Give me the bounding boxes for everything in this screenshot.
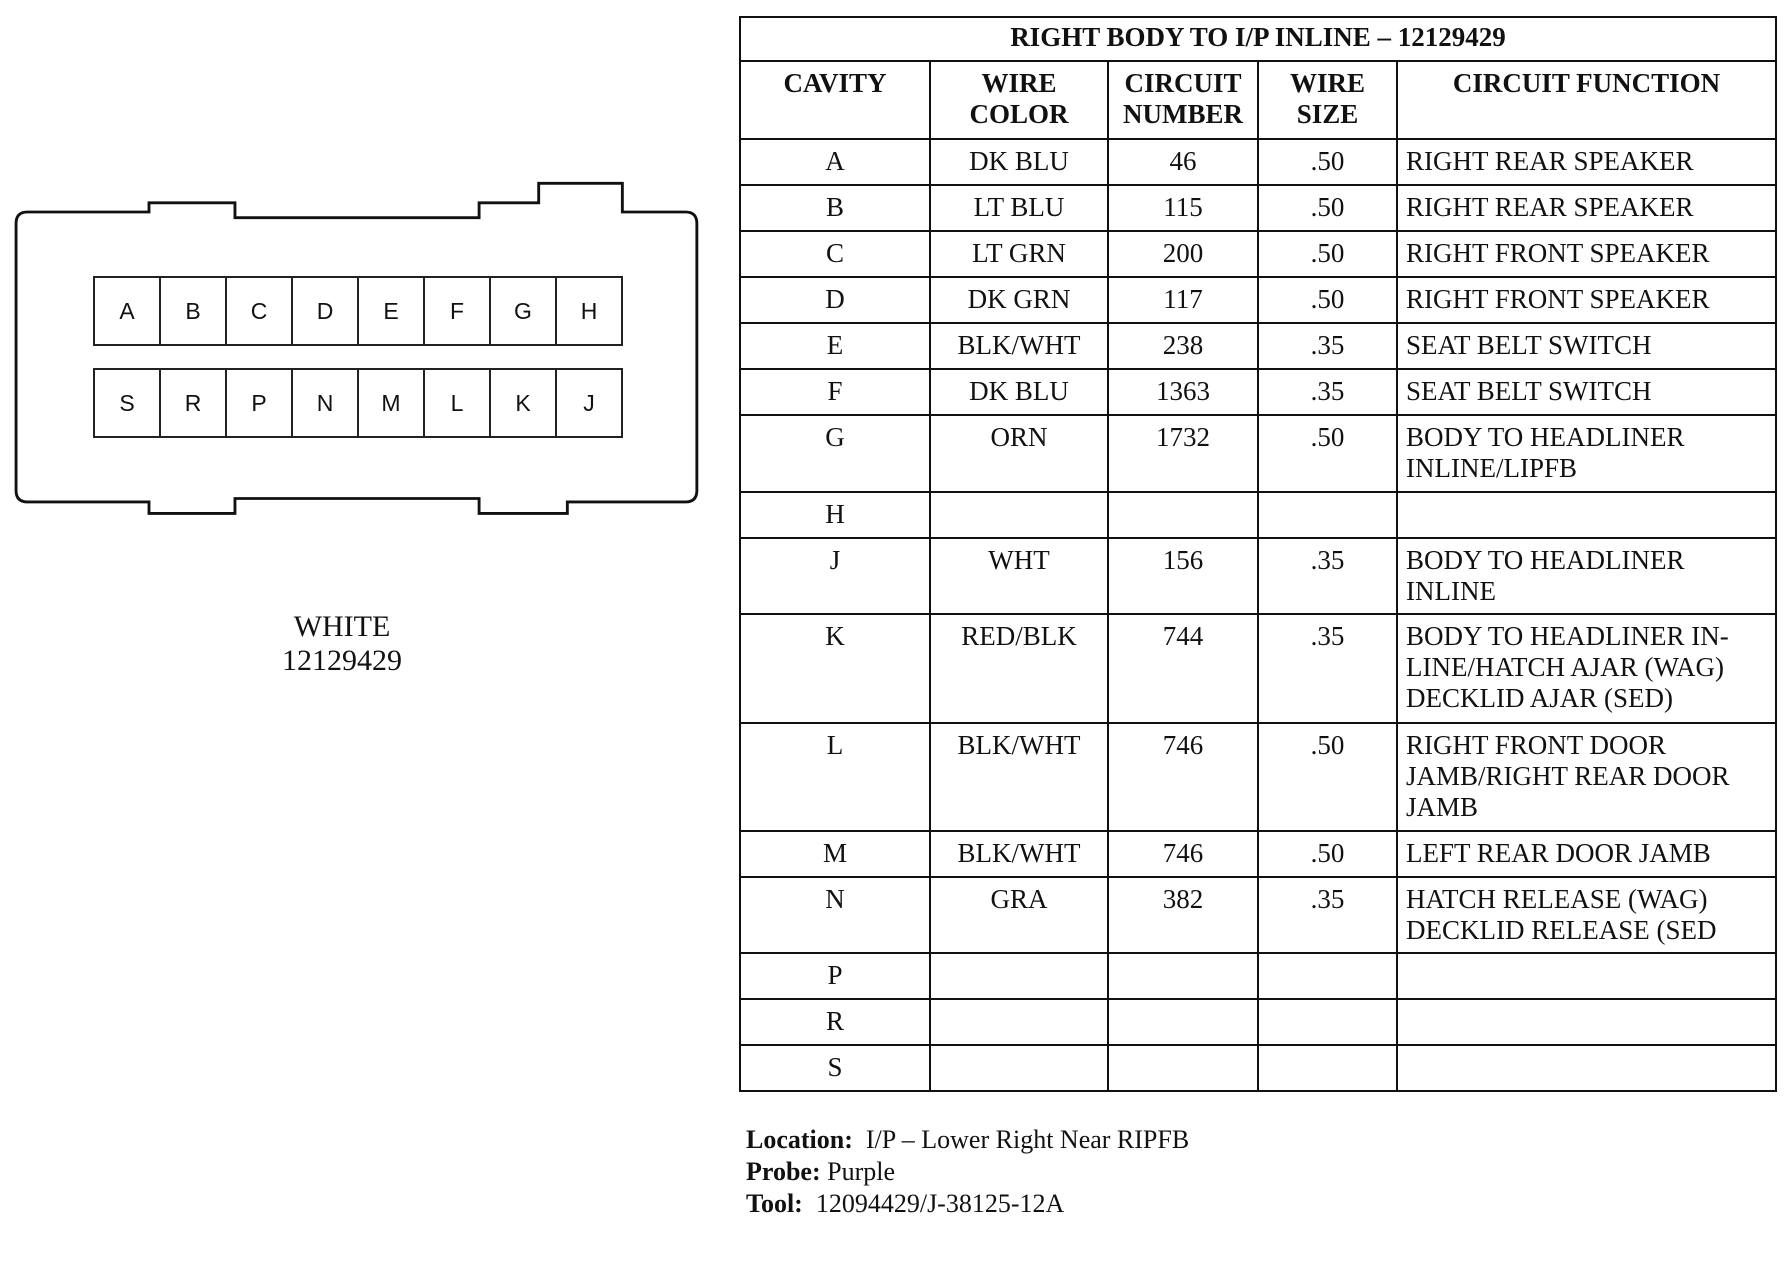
cell-wire-color: DK GRN (930, 277, 1108, 323)
cell-wire-color: RED/BLK (930, 614, 1108, 723)
cell-size: .35 (1258, 369, 1397, 415)
pin-cavity: B (161, 278, 227, 344)
cell-size: .35 (1258, 323, 1397, 369)
location-value: I/P – Lower Right Near RIPFB (865, 1125, 1190, 1154)
table-row (740, 999, 1776, 1045)
pin-cavity: P (227, 370, 293, 436)
cell-size (1258, 999, 1397, 1045)
cell-function: RIGHT REAR SPEAKER (1397, 139, 1776, 185)
cell-cavity: E (740, 323, 930, 369)
cell-function (1397, 492, 1776, 538)
cell-wire-color: BLK/WHT (930, 723, 1108, 831)
pin-cavity: F (425, 278, 491, 344)
cell-function: BODY TO HEADLINER INLINE (1397, 538, 1776, 614)
connector-part-number: 12129429 (282, 644, 402, 677)
pin-cavity: K (491, 370, 557, 436)
cell-circuit (1108, 1045, 1258, 1091)
cell-function: RIGHT FRONT SPEAKER (1397, 277, 1776, 323)
pin-cavity: M (359, 370, 425, 436)
cell-wire-color: LT GRN (930, 231, 1108, 277)
table-row (740, 139, 1776, 185)
table-row (740, 614, 1776, 723)
cell-function: SEAT BELT SWITCH (1397, 323, 1776, 369)
cell-size: .35 (1258, 877, 1397, 953)
cell-function: SEAT BELT SWITCH (1397, 369, 1776, 415)
cell-circuit (1108, 492, 1258, 538)
table-row (740, 369, 1776, 415)
cell-wire-color: BLK/WHT (930, 831, 1108, 877)
cell-circuit: 238 (1108, 323, 1258, 369)
cell-function: BODY TO HEADLINER IN-LINE/HATCH AJAR (WAG) DECKLID AJAR (SED) (1397, 614, 1776, 723)
location-label: Location: (746, 1125, 853, 1154)
pin-cavity: N (293, 370, 359, 436)
cell-size: .50 (1258, 185, 1397, 231)
cell-size (1258, 492, 1397, 538)
cell-cavity: M (740, 831, 930, 877)
pinout-table (739, 16, 1777, 1092)
cell-cavity: K (740, 614, 930, 723)
cell-cavity: P (740, 953, 930, 999)
cell-function: LEFT REAR DOOR JAMB (1397, 831, 1776, 877)
table-title: RIGHT BODY TO I/P INLINE – 12129429 (740, 17, 1776, 61)
header-wire-size: WIRE SIZE (1258, 61, 1397, 139)
header-wire-color: WIRE COLOR (930, 61, 1108, 139)
cell-size: .50 (1258, 231, 1397, 277)
table-row (740, 277, 1776, 323)
probe-line (746, 1156, 1189, 1188)
pin-cavity: J (583, 389, 595, 416)
cell-function (1397, 1045, 1776, 1091)
cell-wire-color: GRA (930, 877, 1108, 953)
cell-cavity: A (740, 139, 930, 185)
cell-size: .50 (1258, 831, 1397, 877)
cell-circuit: 382 (1108, 877, 1258, 953)
pin-cavity: R (161, 370, 227, 436)
cell-cavity: H (740, 492, 930, 538)
probe-value: Purple (827, 1157, 896, 1186)
pin-row-bottom (93, 368, 623, 438)
table-row (740, 492, 1776, 538)
cell-cavity: D (740, 277, 930, 323)
cell-circuit: 156 (1108, 538, 1258, 614)
connector-info (746, 1124, 1189, 1220)
pin-cavity: D (293, 278, 359, 344)
cell-size: .35 (1258, 538, 1397, 614)
cell-function: HATCH RELEASE (WAG) DECKLID RELEASE (SED (1397, 877, 1776, 953)
pin-row-top (93, 276, 623, 346)
cell-circuit (1108, 999, 1258, 1045)
cell-cavity: B (740, 185, 930, 231)
header-cavity: CAVITY (740, 61, 930, 139)
cell-function: RIGHT FRONT SPEAKER (1397, 231, 1776, 277)
header-circuit-function: CIRCUIT FUNCTION (1397, 61, 1776, 139)
table-row (740, 323, 1776, 369)
cell-cavity: C (740, 231, 930, 277)
cell-wire-color: DK BLU (930, 369, 1108, 415)
cell-wire-color (930, 1045, 1108, 1091)
cell-circuit: 200 (1108, 231, 1258, 277)
cell-circuit: 746 (1108, 831, 1258, 877)
cell-function: BODY TO HEADLINER INLINE/LIPFB (1397, 415, 1776, 492)
cell-function: RIGHT REAR SPEAKER (1397, 185, 1776, 231)
cell-wire-color: ORN (930, 415, 1108, 492)
pin-cavity: C (227, 278, 293, 344)
cell-wire-color (930, 953, 1108, 999)
cell-size: .50 (1258, 277, 1397, 323)
cell-circuit: 744 (1108, 614, 1258, 723)
tool-label: Tool: (746, 1189, 803, 1218)
cell-wire-color: LT BLU (930, 185, 1108, 231)
cell-circuit (1108, 953, 1258, 999)
cell-function: RIGHT FRONT DOOR JAMB/RIGHT REAR DOOR JAMB (1397, 723, 1776, 831)
cell-wire-color: BLK/WHT (930, 323, 1108, 369)
tool-value: 12094429/J-38125-12A (815, 1189, 1065, 1218)
cell-size (1258, 953, 1397, 999)
cell-cavity: N (740, 877, 930, 953)
cell-circuit: 1363 (1108, 369, 1258, 415)
cell-wire-color: WHT (930, 538, 1108, 614)
cell-size (1258, 1045, 1397, 1091)
table-row (740, 1045, 1776, 1091)
cell-wire-color (930, 492, 1108, 538)
table-row (740, 953, 1776, 999)
cell-function (1397, 999, 1776, 1045)
connector-color: WHITE (293, 610, 391, 643)
cell-cavity: S (740, 1045, 930, 1091)
table-row (740, 415, 1776, 492)
cell-circuit: 746 (1108, 723, 1258, 831)
pin-cavity: E (359, 278, 425, 344)
pin-cavity: G (491, 278, 557, 344)
cell-size: .35 (1258, 614, 1397, 723)
cell-circuit: 115 (1108, 185, 1258, 231)
cell-cavity: L (740, 723, 930, 831)
cell-cavity: J (740, 538, 930, 614)
table-row (740, 723, 1776, 831)
cell-cavity: R (740, 999, 930, 1045)
table-row (740, 538, 1776, 614)
cell-circuit: 46 (1108, 139, 1258, 185)
cell-circuit: 117 (1108, 277, 1258, 323)
tool-line (746, 1188, 1189, 1220)
table-row (740, 877, 1776, 953)
cell-circuit: 1732 (1108, 415, 1258, 492)
header-circuit-number: CIRCUIT NUMBER (1108, 61, 1258, 139)
cell-size: .50 (1258, 415, 1397, 492)
location-line (746, 1124, 1189, 1156)
pin-cavity: S (95, 370, 161, 436)
cell-wire-color: DK BLU (930, 139, 1108, 185)
table-row (740, 831, 1776, 877)
cell-function (1397, 953, 1776, 999)
pin-cavity: H (580, 297, 598, 324)
cell-size: .50 (1258, 139, 1397, 185)
table-row (740, 185, 1776, 231)
probe-label: Probe: (746, 1157, 821, 1186)
cell-wire-color (930, 999, 1108, 1045)
pin-cavity: L (425, 370, 491, 436)
cell-cavity: F (740, 369, 930, 415)
cell-cavity: G (740, 415, 930, 492)
table-row (740, 231, 1776, 277)
pin-cavity: A (95, 278, 161, 344)
cell-size: .50 (1258, 723, 1397, 831)
